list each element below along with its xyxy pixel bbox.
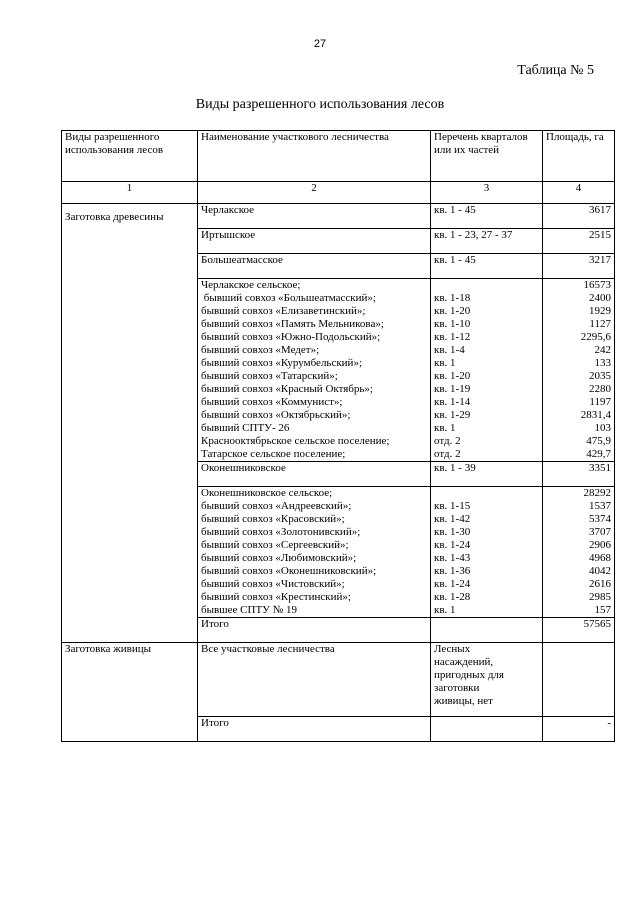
quarters: кв. 1-36 <box>434 565 471 577</box>
area: 3217 <box>543 254 615 279</box>
header-use: Виды разрешенного использования лесов <box>62 131 198 182</box>
area: 429,7 <box>586 448 611 460</box>
subdivision-name: бывший совхоз «Елизаветинский»; <box>201 305 366 317</box>
quarters-note: Лесных <box>434 643 471 655</box>
subdivision-name: бывший совхоз «Золотонивский»; <box>201 526 361 538</box>
subdivision-name: бывший совхоз «Память Мельникова»; <box>201 318 384 330</box>
quarters-note: заготовки <box>434 682 480 694</box>
subdivision-name: бывший совхоз «Любимовский»; <box>201 552 357 564</box>
subdivision-name: бывший совхоз «Большеатмасский»; <box>201 292 376 304</box>
subdivision-name: бывшее СПТУ № 19 <box>201 604 297 616</box>
subdivision-name: бывший совхоз «Красный Октябрь»; <box>201 383 373 395</box>
quarters: кв. 1-42 <box>434 513 471 525</box>
quarters: кв. 1 - 45 <box>431 204 543 229</box>
quarters: кв. 1-24 <box>434 578 471 590</box>
area: 1537 <box>589 500 611 512</box>
column-number: 2 <box>198 182 431 204</box>
column-number: 3 <box>431 182 543 204</box>
quarters: кв. 1-30 <box>434 526 471 538</box>
quarters: отд. 2 <box>434 435 461 447</box>
area: 1127 <box>589 318 611 330</box>
quarters: кв. 1 <box>434 422 456 434</box>
subdivision-name: бывший совхоз «Коммунист»; <box>201 396 343 408</box>
quarters: кв. 1-15 <box>434 500 471 512</box>
subdivision-name: Оконешниковское сельское; <box>201 487 333 499</box>
table-label: Таблица № 5 <box>517 63 594 78</box>
header-row <box>62 131 615 182</box>
quarters: кв. 1-29 <box>434 409 471 421</box>
area: 2906 <box>589 539 611 551</box>
subdivision-name: бывший совхоз «Красовский»; <box>201 513 345 525</box>
subdivision-name: бывший совхоз «Чистовский»; <box>201 578 345 590</box>
subdivision-name: Татарское сельское поселение; <box>201 448 346 460</box>
subdivision-name: бывший СПТУ- 26 <box>201 422 290 434</box>
quarters <box>434 279 539 292</box>
area: 5374 <box>589 513 611 525</box>
use-type-resin: Заготовка живицы <box>65 643 151 655</box>
quarters: кв. 1-24 <box>434 539 471 551</box>
area <box>543 643 615 717</box>
area: 3617 <box>543 204 615 229</box>
subdivision-name: бывший совхоз «Октябрьский»; <box>201 409 351 421</box>
use-type-cell <box>62 204 198 643</box>
quarters: кв. 1 <box>434 357 456 369</box>
subdivision-areas <box>543 279 615 462</box>
quarters <box>431 717 543 742</box>
area: 4042 <box>589 565 611 577</box>
total-label: Итого <box>198 717 431 742</box>
area: 2295,6 <box>580 331 611 343</box>
subdivision-name: Краснооктябрьское сельское поселение; <box>201 435 390 447</box>
area: 2515 <box>543 229 615 254</box>
table-row <box>62 204 615 229</box>
quarters: кв. 1-18 <box>434 292 471 304</box>
total-area: 57565 <box>543 618 615 643</box>
area: 2280 <box>589 383 611 395</box>
quarters: кв. 1-20 <box>434 305 471 317</box>
quarters: кв. 1-12 <box>434 331 471 343</box>
header-forestry: Наименование участкового лесничества <box>198 131 431 182</box>
subdivision-name: бывший совхоз «Сергеевский»; <box>201 539 349 551</box>
quarters: кв. 1-20 <box>434 370 471 382</box>
area: 3351 <box>543 462 615 487</box>
quarters: кв. 1-4 <box>434 344 465 356</box>
subdivision-list <box>198 487 431 618</box>
forestry-name: Большеатмасское <box>198 254 431 279</box>
area: 16573 <box>583 279 611 291</box>
total-label: Итого <box>198 618 431 643</box>
area: 475,9 <box>586 435 611 447</box>
area: 4968 <box>589 552 611 564</box>
quarters <box>431 643 543 717</box>
subdivision-name: бывший совхоз «Оконешниковский»; <box>201 565 377 577</box>
quarters <box>434 487 539 500</box>
quarters: кв. 1 - 39 <box>431 462 543 487</box>
forestry-name: Оконешниковское <box>198 462 431 487</box>
quarters: кв. 1 - 23, 27 - 37 <box>431 229 543 254</box>
area: 2831,4 <box>580 409 611 421</box>
quarters: кв. 1-28 <box>434 591 471 603</box>
area: 242 <box>594 344 611 356</box>
quarters <box>431 618 543 643</box>
quarters: кв. 1-19 <box>434 383 471 395</box>
area: 28292 <box>583 487 611 499</box>
quarters: кв. 1-43 <box>434 552 471 564</box>
area: 2616 <box>589 578 611 590</box>
header-area: Площадь, га <box>543 131 615 182</box>
quarters-note: насаждений, <box>434 656 494 668</box>
area: 157 <box>594 604 611 616</box>
subdivision-name: бывший совхоз «Курумбельский»; <box>201 357 363 369</box>
subdivision-list <box>198 279 431 462</box>
table-title: Виды разрешенного использования лесов <box>195 97 445 112</box>
area: 2035 <box>589 370 611 382</box>
quarters: кв. 1-10 <box>434 318 471 330</box>
quarters: отд. 2 <box>434 448 461 460</box>
quarters: кв. 1-14 <box>434 396 471 408</box>
subdivision-name: бывший совхоз «Южно-Подольский»; <box>201 331 381 343</box>
area: 3707 <box>589 526 611 538</box>
area: 103 <box>594 422 611 434</box>
subdivision-name: бывший совхоз «Крестинский»; <box>201 591 351 603</box>
quarters-note: живицы, нет <box>434 695 493 707</box>
column-number-row <box>62 182 615 204</box>
subdivision-name: бывший совхоз «Андреевский»; <box>201 500 352 512</box>
quarters-note: пригодных для <box>434 669 504 681</box>
area: 1197 <box>589 396 611 408</box>
subdivision-quarters <box>431 279 543 462</box>
forestry-name: Черлакское <box>198 204 431 229</box>
forestry-name: Все участковые лесничества <box>198 643 431 717</box>
total-area: - <box>543 717 615 742</box>
forestry-name: Иртышское <box>198 229 431 254</box>
area: 2400 <box>589 292 611 304</box>
column-number: 1 <box>62 182 198 204</box>
subdivision-name: бывший совхоз «Татарский»; <box>201 370 338 382</box>
area: 1929 <box>589 305 611 317</box>
area: 133 <box>594 357 611 369</box>
forest-use-table <box>61 130 615 742</box>
use-type-timber: Заготовка древесины <box>65 211 164 223</box>
subdivision-areas <box>543 487 615 618</box>
area: 2985 <box>589 591 611 603</box>
table-row <box>62 643 615 717</box>
page-number: 27 <box>313 38 327 50</box>
use-type-cell <box>62 643 198 742</box>
subdivision-name: бывший совхоз «Медет»; <box>201 344 320 356</box>
quarters: кв. 1 - 45 <box>431 254 543 279</box>
quarters: кв. 1 <box>434 604 456 616</box>
column-number: 4 <box>543 182 615 204</box>
subdivision-quarters <box>431 487 543 618</box>
header-quarters: Перечень кварталов или их частей <box>431 131 543 182</box>
subdivision-name: Черлакское сельское; <box>201 279 301 291</box>
